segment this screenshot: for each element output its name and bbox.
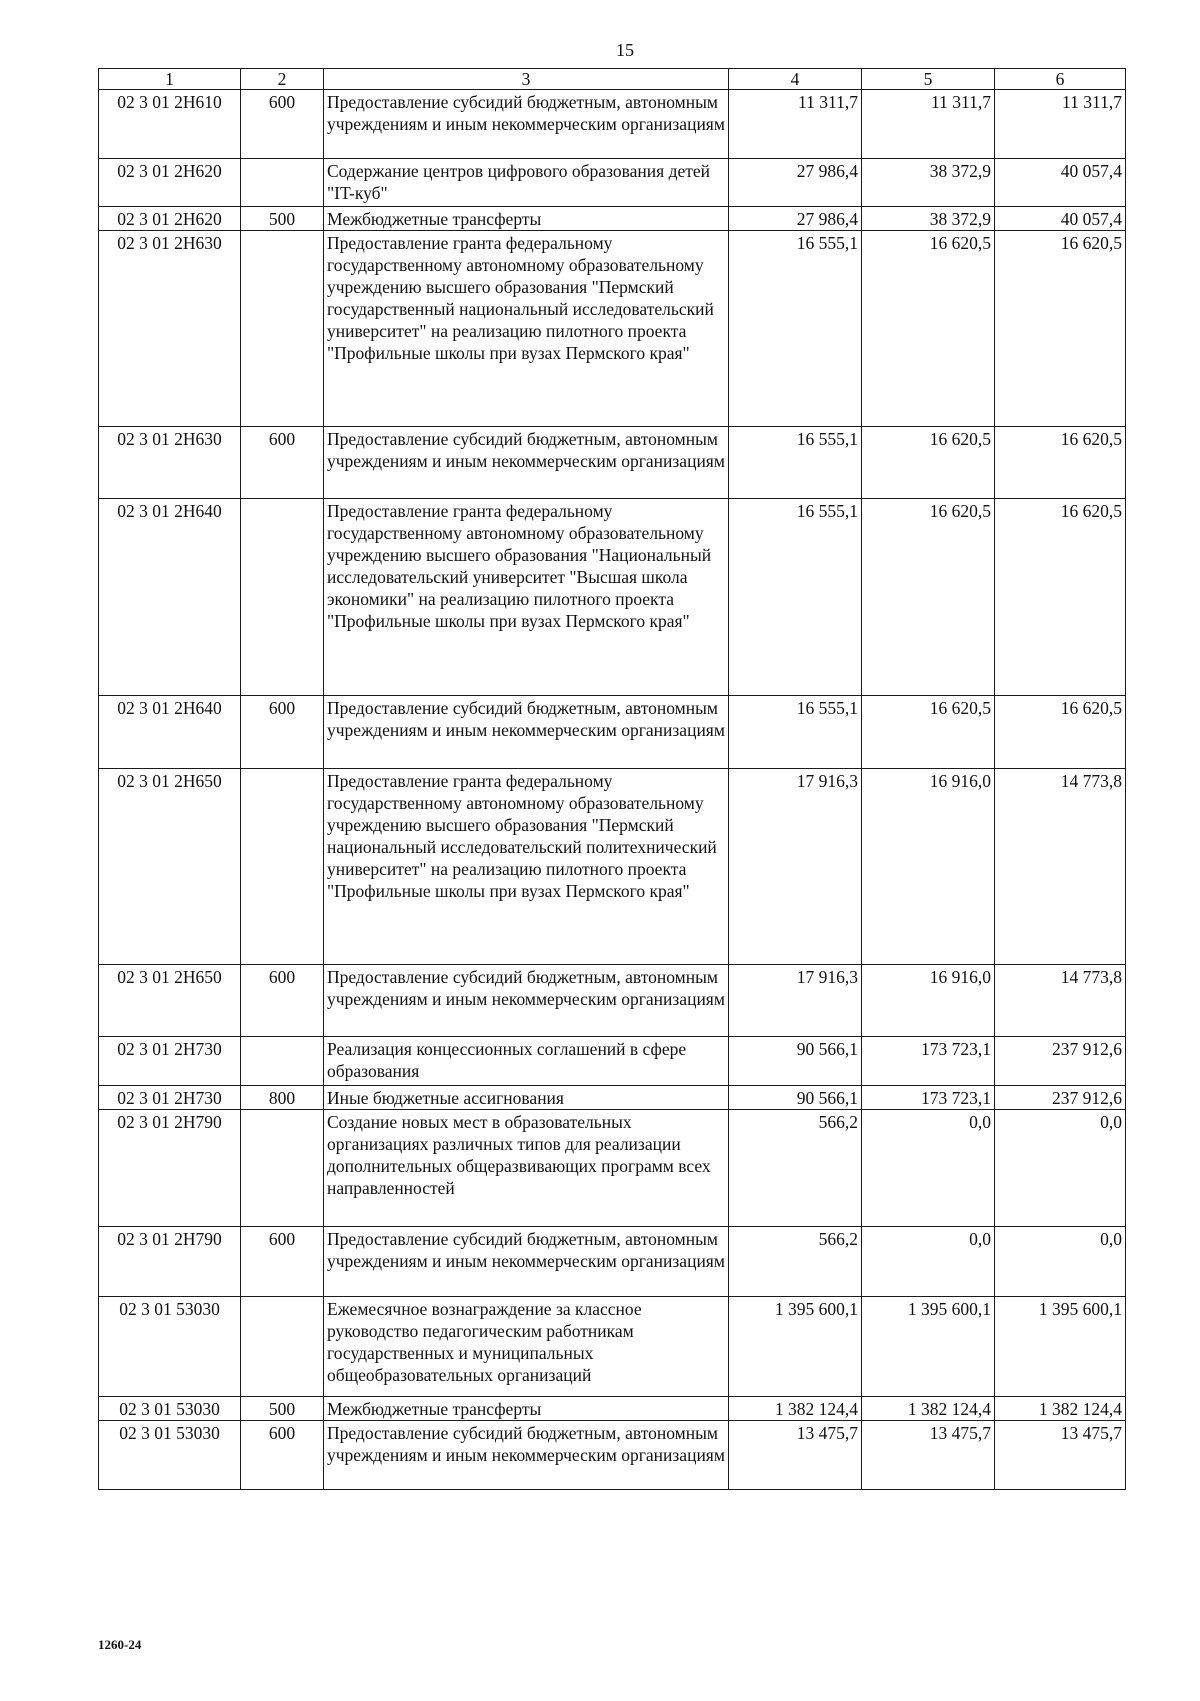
cell-expense-type: [241, 231, 324, 427]
cell-value-6: 1 382 124,4: [995, 1397, 1126, 1421]
cell-value-5: 16 620,5: [862, 231, 995, 427]
cell-value-4: 90 566,1: [729, 1086, 862, 1110]
cell-expense-type: 600: [241, 427, 324, 499]
table-row: [99, 427, 1126, 499]
cell-value-5: 0,0: [862, 1110, 995, 1227]
cell-value-6: 16 620,5: [995, 427, 1126, 499]
cell-expense-type: [241, 1297, 324, 1397]
cell-value-6: 0,0: [995, 1227, 1126, 1297]
cell-name: Предоставление гранта федеральному государственному автономному образовательному учреждению высшего образования "Пермский государственный национальный исследовательский университет" на реализацию пилотного проекта "Профильные школы при вузах Пермского края": [324, 231, 729, 427]
cell-value-6: 13 475,7: [995, 1421, 1126, 1490]
table-row: [99, 1397, 1126, 1421]
cell-expense-type: [241, 499, 324, 696]
cell-name: Ежемесячное вознаграждение за классное руководство педагогическим работникам государственных и муниципальных общеобразовательных организаций: [324, 1297, 729, 1397]
cell-value-4: 27 986,4: [729, 207, 862, 231]
column-header-6: 6: [995, 69, 1126, 90]
cell-value-5: 16 620,5: [862, 499, 995, 696]
cell-expense-type: 800: [241, 1086, 324, 1110]
document-code: 1260-24: [98, 1637, 142, 1652]
cell-code: 02 3 01 53030: [99, 1397, 241, 1421]
table-row: [99, 965, 1126, 1037]
cell-value-6: 11 311,7: [995, 90, 1126, 159]
cell-code: 02 3 01 2Н630: [99, 231, 241, 427]
cell-name: Предоставление субсидий бюджетным, автономным учреждениям и иным некоммерческим организациям: [324, 1421, 729, 1490]
cell-code: 02 3 01 2Н730: [99, 1086, 241, 1110]
budget-table: [98, 68, 1126, 1490]
cell-value-4: 16 555,1: [729, 696, 862, 769]
cell-value-6: 16 620,5: [995, 499, 1126, 696]
cell-code: 02 3 01 2Н630: [99, 427, 241, 499]
table-row: [99, 1086, 1126, 1110]
cell-expense-type: [241, 769, 324, 965]
table-row: [99, 207, 1126, 231]
cell-expense-type: 600: [241, 696, 324, 769]
table-row: [99, 696, 1126, 769]
cell-expense-type: 600: [241, 90, 324, 159]
cell-name: Межбюджетные трансферты: [324, 207, 729, 231]
cell-code: 02 3 01 2Н730: [99, 1037, 241, 1086]
cell-expense-type: 500: [241, 207, 324, 231]
column-header-4: 4: [729, 69, 862, 90]
cell-value-5: 16 916,0: [862, 769, 995, 965]
cell-expense-type: 600: [241, 965, 324, 1037]
cell-name: Предоставление гранта федеральному государственному автономному образовательному учреждению высшего образования "Пермский национальный исследовательский политехнический университет" на реализацию пилотного проекта "Профильные школы при вузах Пермского края": [324, 769, 729, 965]
column-header-2: 2: [241, 69, 324, 90]
cell-value-4: 16 555,1: [729, 499, 862, 696]
cell-value-6: 14 773,8: [995, 769, 1126, 965]
cell-value-6: 237 912,6: [995, 1086, 1126, 1110]
cell-value-4: 566,2: [729, 1227, 862, 1297]
cell-expense-type: 600: [241, 1421, 324, 1490]
cell-expense-type: 500: [241, 1397, 324, 1421]
cell-name: Иные бюджетные ассигнования: [324, 1086, 729, 1110]
table-header-row: [99, 69, 1126, 90]
cell-value-4: 11 311,7: [729, 90, 862, 159]
table-row: [99, 90, 1126, 159]
cell-name: Предоставление субсидий бюджетным, автономным учреждениям и иным некоммерческим организациям: [324, 90, 729, 159]
table-row: [99, 1110, 1126, 1227]
table-row: [99, 1227, 1126, 1297]
cell-value-6: 237 912,6: [995, 1037, 1126, 1086]
cell-value-6: 14 773,8: [995, 965, 1126, 1037]
cell-name: Предоставление гранта федеральному государственному автономному образовательному учреждению высшего образования "Национальный исследовательский университет "Высшая школа экономики" на реализацию пилотного проекта "Профильные школы при вузах Пермского края": [324, 499, 729, 696]
cell-value-4: 16 555,1: [729, 427, 862, 499]
cell-value-5: 16 620,5: [862, 427, 995, 499]
page-number: 15: [616, 40, 634, 60]
cell-name: Предоставление субсидий бюджетным, автономным учреждениям и иным некоммерческим организациям: [324, 696, 729, 769]
cell-value-4: 27 986,4: [729, 159, 862, 207]
cell-value-5: 173 723,1: [862, 1037, 995, 1086]
cell-value-4: 1 395 600,1: [729, 1297, 862, 1397]
cell-name: Реализация концессионных соглашений в сфере образования: [324, 1037, 729, 1086]
cell-code: 02 3 01 2Н650: [99, 769, 241, 965]
cell-value-5: 11 311,7: [862, 90, 995, 159]
cell-value-4: 1 382 124,4: [729, 1397, 862, 1421]
cell-name: Создание новых мест в образовательных организациях различных типов для реализации дополнительных общеразвивающих программ всех направленностей: [324, 1110, 729, 1227]
cell-value-4: 16 555,1: [729, 231, 862, 427]
cell-code: 02 3 01 53030: [99, 1421, 241, 1490]
cell-value-5: 16 620,5: [862, 696, 995, 769]
cell-code: 02 3 01 2Н620: [99, 159, 241, 207]
table-row: [99, 159, 1126, 207]
cell-name: Межбюджетные трансферты: [324, 1397, 729, 1421]
cell-value-4: 90 566,1: [729, 1037, 862, 1086]
cell-value-5: 38 372,9: [862, 159, 995, 207]
cell-value-4: 17 916,3: [729, 965, 862, 1037]
cell-value-5: 0,0: [862, 1227, 995, 1297]
table-row: [99, 1421, 1126, 1490]
cell-code: 02 3 01 2Н790: [99, 1110, 241, 1227]
cell-code: 02 3 01 2Н640: [99, 499, 241, 696]
cell-code: 02 3 01 2Н650: [99, 965, 241, 1037]
cell-value-6: 40 057,4: [995, 159, 1126, 207]
cell-name: Содержание центров цифрового образования детей "IT-куб": [324, 159, 729, 207]
cell-value-4: 13 475,7: [729, 1421, 862, 1490]
cell-expense-type: [241, 1037, 324, 1086]
cell-value-6: 1 395 600,1: [995, 1297, 1126, 1397]
cell-value-5: 1 395 600,1: [862, 1297, 995, 1397]
cell-code: 02 3 01 2Н640: [99, 696, 241, 769]
cell-value-6: 16 620,5: [995, 231, 1126, 427]
cell-value-4: 17 916,3: [729, 769, 862, 965]
cell-value-5: 173 723,1: [862, 1086, 995, 1110]
cell-value-4: 566,2: [729, 1110, 862, 1227]
cell-value-5: 1 382 124,4: [862, 1397, 995, 1421]
cell-code: 02 3 01 2Н620: [99, 207, 241, 231]
column-header-1: 1: [99, 69, 241, 90]
cell-code: 02 3 01 2Н790: [99, 1227, 241, 1297]
cell-expense-type: [241, 159, 324, 207]
cell-name: Предоставление субсидий бюджетным, автономным учреждениям и иным некоммерческим организациям: [324, 1227, 729, 1297]
cell-code: 02 3 01 2Н610: [99, 90, 241, 159]
cell-value-5: 38 372,9: [862, 207, 995, 231]
table-row: [99, 1037, 1126, 1086]
cell-expense-type: [241, 1110, 324, 1227]
cell-name: Предоставление субсидий бюджетным, автономным учреждениям и иным некоммерческим организациям: [324, 427, 729, 499]
cell-name: Предоставление субсидий бюджетным, автономным учреждениям и иным некоммерческим организациям: [324, 965, 729, 1037]
cell-value-6: 16 620,5: [995, 696, 1126, 769]
table-row: [99, 499, 1126, 696]
cell-value-5: 16 916,0: [862, 965, 995, 1037]
cell-code: 02 3 01 53030: [99, 1297, 241, 1397]
table-row: [99, 231, 1126, 427]
table-row: [99, 1297, 1126, 1397]
column-header-5: 5: [862, 69, 995, 90]
cell-value-5: 13 475,7: [862, 1421, 995, 1490]
cell-expense-type: 600: [241, 1227, 324, 1297]
table-row: [99, 769, 1126, 965]
cell-value-6: 40 057,4: [995, 207, 1126, 231]
cell-value-6: 0,0: [995, 1110, 1126, 1227]
column-header-3: 3: [324, 69, 729, 90]
